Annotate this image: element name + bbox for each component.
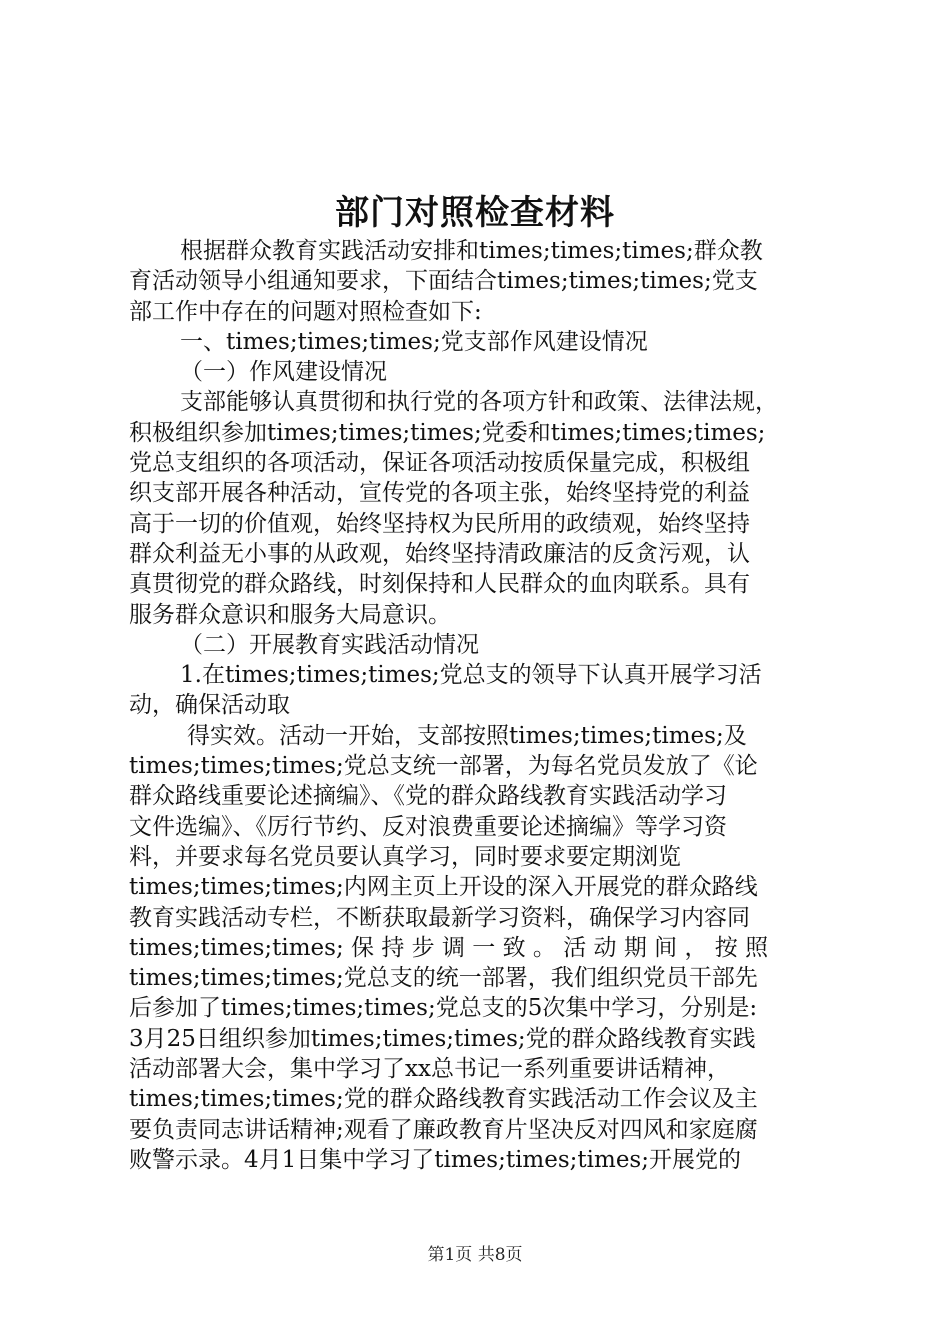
text-line: times;times;times;内网主页上开设的深入开展党的群众路线 (129, 874, 758, 901)
text-line: 群众利益无小事的从政观，始终坚持清政廉洁的反贪污观，认 (129, 540, 750, 567)
document-body (129, 236, 833, 1175)
subsection-heading: （一）作风建设情况 (180, 359, 387, 386)
text-line: times;times;times;党总支统一部署，为每名党员发放了《论 (129, 753, 758, 780)
text-line: 育活动领导小组通知要求，下面结合times;times;times;党支 (129, 268, 758, 295)
text-line: times;times;times; 保 持 步 调 一 致 。 活 动 期 间 ， 按 照 (129, 934, 769, 961)
subsection-heading: （二）开展教育实践活动情况 (180, 631, 479, 658)
text-line: 积极组织参加times;times;times;党委和times;times;times; (129, 419, 766, 446)
text-line: 高于一切的价值观，始终坚持权为民所用的政绩观，始终坚持 (129, 510, 750, 537)
text-line: 文件选编》、《厉行节约、反对浪费重要论述摘编》等学习资 (129, 813, 727, 840)
text-line: 3月25日组织参加times;times;times;党的群众路线教育实践 (129, 1025, 756, 1052)
page-footer: 第1页 共8页 (427, 1245, 523, 1265)
text-line: 根据群众教育实践活动安排和times;times;times;群众教 (180, 238, 763, 264)
text-line: 服务群众意识和服务大局意识。 (129, 601, 451, 628)
text-line: 活动部署大会，集中学习了xx总书记一系列重要讲话精神， (129, 1056, 730, 1083)
text-line: 党总支组织的各项活动，保证各项活动按质保量完成，积极组 (129, 450, 750, 477)
text-line: 部工作中存在的问题对照检查如下: (129, 298, 482, 325)
section-heading: 一、times;times;times;党支部作风建设情况 (180, 328, 648, 355)
document-title: 部门对照检查材料 (335, 193, 615, 233)
text-line: 后参加了times;times;times;党总支的5次集中学习，分别是: (129, 995, 758, 1022)
text-line: 支部能够认真贯彻和执行党的各项方针和政策、法律法规， (180, 389, 778, 416)
text-line: 料，并要求每名党员要认真学习，同时要求要定期浏览 (129, 843, 681, 870)
text-line: 群众路线重要论述摘编》、《党的群众路线教育实践活动学习 (129, 783, 727, 810)
text-line: 织支部开展各种活动，宣传党的各项主张，始终坚持党的利益 (129, 480, 750, 507)
text-line: 真贯彻党的群众路线，时刻保持和人民群众的血肉联系。具有 (129, 571, 750, 598)
text-line: 败警示录。4月1日集中学习了times;times;times;开展党的 (129, 1146, 741, 1173)
text-line: times;times;times;党的群众路线教育实践活动工作会议及主 (129, 1086, 758, 1113)
text-line: 得实效。活动一开始，支部按照times;times;times;及 (187, 722, 747, 749)
text-line: 教育实践活动专栏，不断获取最新学习资料，确保学习内容同 (129, 904, 750, 931)
text-line: times;times;times;党总支的统一部署，我们组织党员干部先 (129, 965, 758, 992)
text-line: 1.在times;times;times;党总支的领导下认真开展学习活 (180, 662, 762, 689)
text-line: 要负责同志讲话精神;观看了廉政教育片坚决反对四风和家庭腐 (129, 1116, 758, 1143)
text-line: 动，确保活动取 (129, 692, 290, 719)
